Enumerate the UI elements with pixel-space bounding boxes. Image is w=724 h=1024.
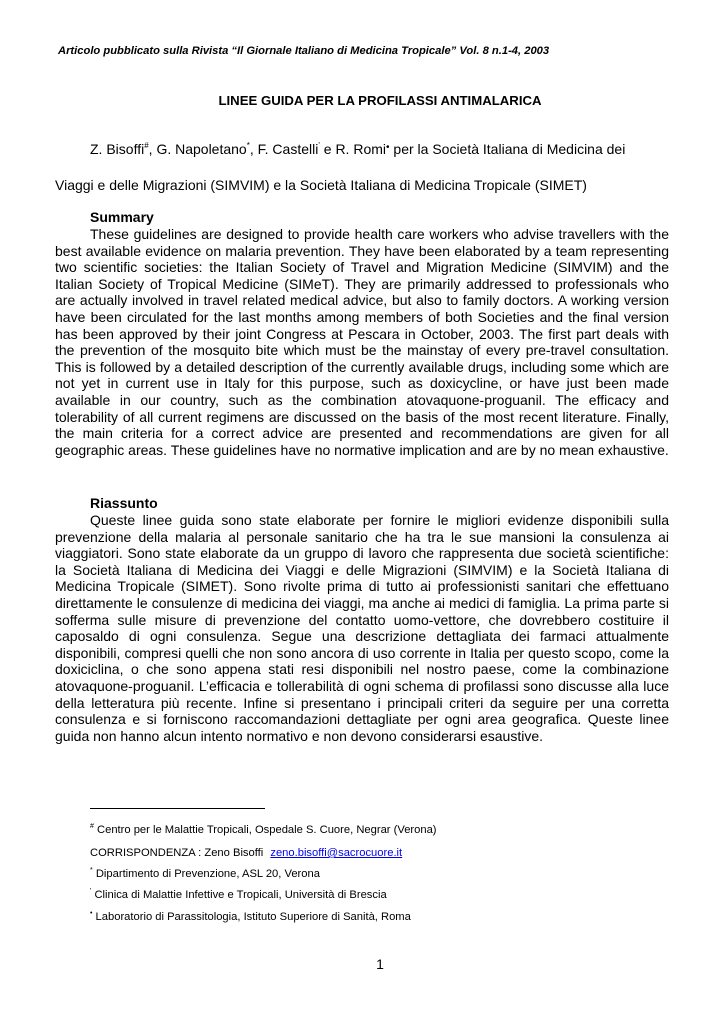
affiliation-mark: •	[386, 142, 390, 153]
page-number: 1	[376, 956, 384, 972]
footnote-affiliation	[90, 824, 437, 836]
journal-citation-header: Articolo pubblicato sulla Rivista “Il Giornale Italiano di Medicina Tropicale” Vol. 8 n.1-4, 2003	[58, 45, 550, 57]
author-name: R. Romi	[335, 141, 386, 157]
author-name: F. Castelli	[257, 141, 319, 157]
riassunto-heading: Riassunto	[90, 495, 158, 511]
footnote-text: Clinica di Malattie Infettive e Tropicali, Università di Brescia	[91, 889, 387, 901]
footnote-mark: *	[90, 867, 93, 874]
authors-line	[90, 141, 690, 157]
author-separator: e	[319, 141, 336, 157]
footnote-text: CORRISPONDENZA : Zeno Bisoffi	[90, 847, 267, 859]
footnote-affiliation	[90, 889, 387, 901]
footnote-mark: #	[90, 823, 94, 830]
authors-society-text: per la Società Italiana di Medicina dei	[389, 141, 626, 157]
footnote-correspondence	[90, 847, 402, 859]
footnote-mark: •	[90, 910, 93, 917]
document-title: LINEE GUIDA PER LA PROFILASSI ANTIMALARICA	[218, 93, 542, 108]
footnote-affiliation	[90, 868, 320, 880]
correspondence-email-link[interactable]: zeno.bisoffi@sacrocuore.it	[270, 847, 403, 859]
affiliation-mark: '	[318, 141, 320, 150]
author-separator: ,	[148, 141, 157, 157]
footnote-text: Dipartimento di Prevenzione, ASL 20, Verona	[92, 868, 320, 880]
footnote-affiliation	[90, 911, 411, 923]
author-name: Z. Bisoffi	[90, 141, 145, 157]
author-name: G. Napoletano	[156, 141, 247, 157]
riassunto-paragraph: Queste linee guida sono state elaborate per fornire le migliori evidenze disponibili sulla prevenzione della malaria al personale sanitario che ha tra le sue mansioni la consulenza ai viaggiatori. Sono state elaborate da un gruppo di lavoro che rappresenta due società scientifiche: la Società Italiana di Medicina dei Viaggi e delle Migrazioni (SIMVIM) e la Società Italiana di Medicina Tropicale (SIMET). Sono rivolte prima di tutto ai professionisti sanitari che effettuano direttamente le consulenze di medicina dei viaggi, ma anche ai medici di famiglia. La prima parte si sofferma sulle misure di prevenzione del contatto uomo-vettore, che dovrebbero costituire il caposaldo di ogni consulenza. Segue una descrizione dettagliata dei farmaci attualmente disponibili, compresi quelli che non sono ancora di uso corrente in Italia per questo scopo, come la doxiciclina, o che sono appena stati resi disponibili nel nostro paese, come la combinazione atovaquone-proguanil. L’efficacia e tollerabilità di ogni schema di profilassi sono discusse alla luce della letteratura più recente. Infine si presentano i principali criteri da seguire per una corretta consulenza e si forniscono raccomandazioni dettagliate per ogni area geografica. Queste linee guida non hanno alcun intento normativo e non devono considerarsi esaustive.	[55, 512, 669, 744]
footnote-text: Centro per le Malattie Tropicali, Ospedale S. Cuore, Negrar (Verona)	[93, 824, 437, 836]
affiliation-mark: *	[246, 141, 250, 150]
authors-society-line: Viaggi e delle Migrazioni (SIMVIM) e la Società Italiana di Medicina Tropicale (SIMET)	[55, 177, 587, 193]
summary-paragraph: These guidelines are designed to provide health care workers who advise travellers with the best available evidence on malaria prevention. They have been elaborated by a team representing two scientific societies: the Italian Society of Travel and Migration Medicine (SIMVIM) and the Italian Society of Tropical Medicine (SIMeT). They are primarily addressed to professionals who are actually involved in travel related medical advice, but also to family doctors. A working version have been circulated for the last months among members of both Societies and the final version has been approved by their joint Congress at Pescara in October, 2003. The first part deals with the prevention of the mosquito bite which must be the mainstay of every pre-travel consultation. This is followed by a detailed description of the currently available drugs, including some which are not yet in current use in Italy for this purpose, such as doxicycline, or have just been made available in our country, such as the combination atovaquone-proguanil. The efficacy and tolerability of all current regimens are discussed on the basis of the most recent literature. Finally, the main criteria for a correct advice are presented and recommendations are given for all geographic areas. These guidelines have no normative implication and are by no mean exhaustive.	[55, 226, 669, 458]
summary-heading: Summary	[90, 209, 154, 225]
author-separator: ,	[249, 141, 258, 157]
affiliation-mark: #	[144, 141, 149, 150]
footnote-mark: '	[90, 888, 92, 895]
footnote-divider	[90, 808, 265, 809]
footnote-text: Laboratorio di Parassitologia, Istituto Superiore di Sanità, Roma	[92, 911, 411, 923]
